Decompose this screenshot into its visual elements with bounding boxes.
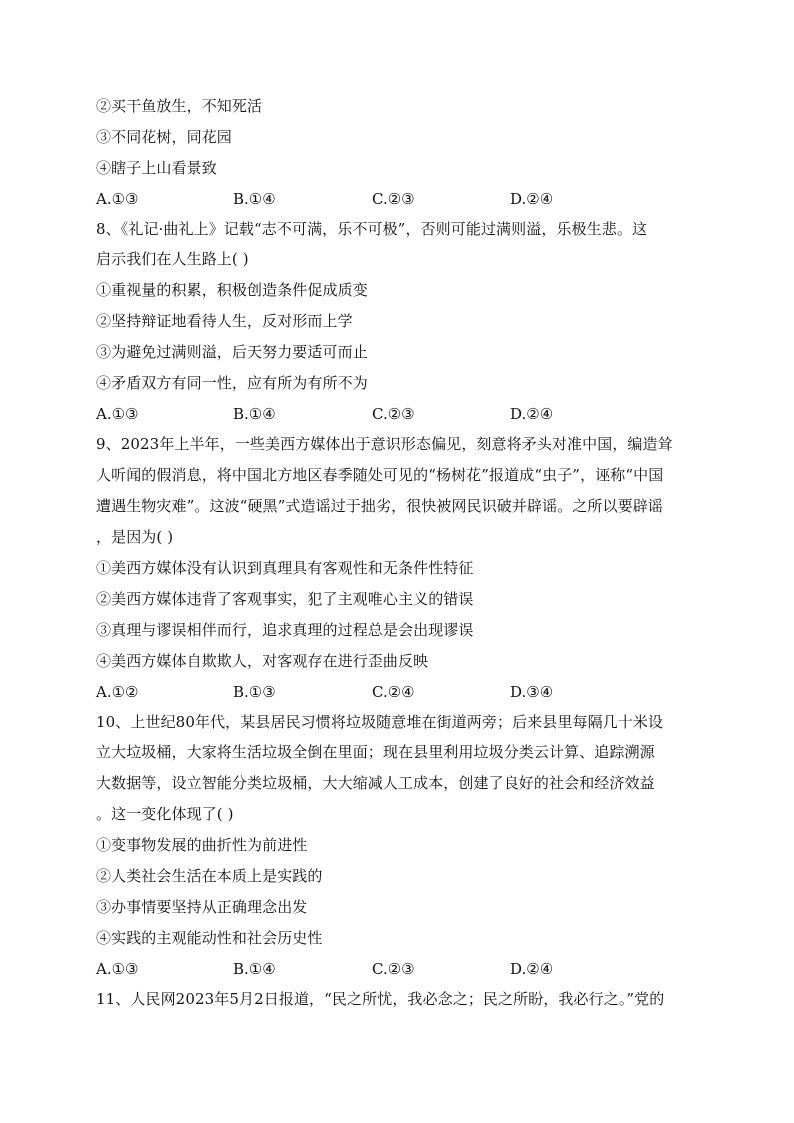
q10-stem-line-3: 大数据等，设立智能分类垃圾桶，大大缩减人工成本，创建了良好的社会和经济效益 bbox=[96, 774, 655, 792]
q8-option-d: D.②④ bbox=[510, 405, 554, 423]
q9-stem-line-2: 人听闻的假消息，将中国北方地区春季随处可见的“杨树花”报道成“虫子”，诬称“中国 bbox=[96, 466, 664, 484]
q8-option-a: A.①③ bbox=[96, 405, 139, 423]
q10-stem-line-1: 10、上世纪80年代，某县居民习惯将垃圾随意堆在街道两旁；后来县里每隔几十米设 bbox=[96, 713, 664, 731]
q8-item-3: ③为避免过满则溢，后天努力要适可而止 bbox=[96, 343, 368, 361]
q9-stem-line-4: ，是因为( ) bbox=[96, 528, 174, 546]
q8-options bbox=[96, 404, 696, 424]
q9-stem-line-1: 9、2023年上半年，一些美西方媒体出于意识形态偏见，刻意将矛头对准中国，编造耸 bbox=[96, 435, 673, 453]
q9-options bbox=[96, 682, 696, 702]
q10-item-4: ④实践的主观能动性和社会历史性 bbox=[96, 929, 323, 947]
q10-item-2: ②人类社会生活在本质上是实践的 bbox=[96, 867, 323, 885]
q10-stem-line-4: 。这一变化体现了( ) bbox=[96, 805, 234, 823]
q10-item-1: ①变事物发展的曲折性为前进性 bbox=[96, 836, 308, 854]
q8-option-c: C.②③ bbox=[372, 405, 415, 423]
q8-stem-line-2: 启示我们在人生路上( ) bbox=[96, 250, 249, 268]
q7-options bbox=[96, 189, 696, 209]
q10-stem-line-2: 立大垃圾桶，大家将生活垃圾全倒在里面；现在县里利用垃圾分类云计算、追踪溯源 bbox=[96, 743, 655, 761]
q7-option-a: A.①③ bbox=[96, 190, 139, 208]
q11-stem-line-1: 11、人民网2023年5月2日报道，“民之所忧，我必念之；民之所盼，我必行之。”党的 bbox=[96, 990, 665, 1008]
q9-item-2: ②美西方媒体违背了客观事实，犯了主观唯心主义的错误 bbox=[96, 590, 474, 608]
q7-item-3: ③不同花树，同花园 bbox=[96, 128, 232, 146]
q10-item-3: ③办事情要坚持从正确理念出发 bbox=[96, 898, 308, 916]
q7-item-4: ④瞎子上山看景致 bbox=[96, 159, 217, 177]
q9-item-4: ④美西方媒体自欺欺人，对客观存在进行歪曲反映 bbox=[96, 652, 429, 670]
q9-item-1: ①美西方媒体没有认识到真理具有客观性和无条件性特征 bbox=[96, 559, 474, 577]
q10-option-a: A.①③ bbox=[96, 960, 139, 978]
q9-stem-line-3: 遭遇生物灾难”。这波“硬黑”式造谣过于拙劣，很快被网民识破并辟谣。之所以要辟谣 bbox=[96, 497, 663, 515]
q8-stem-line-1: 8、《礼记·曲礼上》记载“志不可满，乐不可极”，否则可能过满则溢，乐极生悲。这 bbox=[96, 220, 648, 238]
q7-option-c: C.②③ bbox=[372, 190, 415, 208]
q9-option-d: D.③④ bbox=[510, 683, 554, 701]
q8-item-2: ②坚持辩证地看待人生，反对形而上学 bbox=[96, 312, 353, 330]
q9-option-c: C.②④ bbox=[372, 683, 415, 701]
q10-option-c: C.②③ bbox=[372, 960, 415, 978]
q9-item-3: ③真理与谬误相伴而行，追求真理的过程总是会出现谬误 bbox=[96, 621, 474, 639]
q10-option-b: B.①④ bbox=[233, 960, 276, 978]
q10-option-d: D.②④ bbox=[510, 960, 554, 978]
q8-option-b: B.①④ bbox=[233, 405, 276, 423]
q9-option-b: B.①③ bbox=[233, 683, 276, 701]
q7-option-b: B.①④ bbox=[233, 190, 276, 208]
q7-item-2: ②买干鱼放生，不知死活 bbox=[96, 97, 263, 115]
q9-option-a: A.①② bbox=[96, 683, 139, 701]
q10-options bbox=[96, 959, 696, 979]
q7-option-d: D.②④ bbox=[510, 190, 554, 208]
q8-item-4: ④矛盾双方有同一性，应有所为有所不为 bbox=[96, 374, 368, 392]
q8-item-1: ①重视量的积累，积极创造条件促成质变 bbox=[96, 281, 368, 299]
